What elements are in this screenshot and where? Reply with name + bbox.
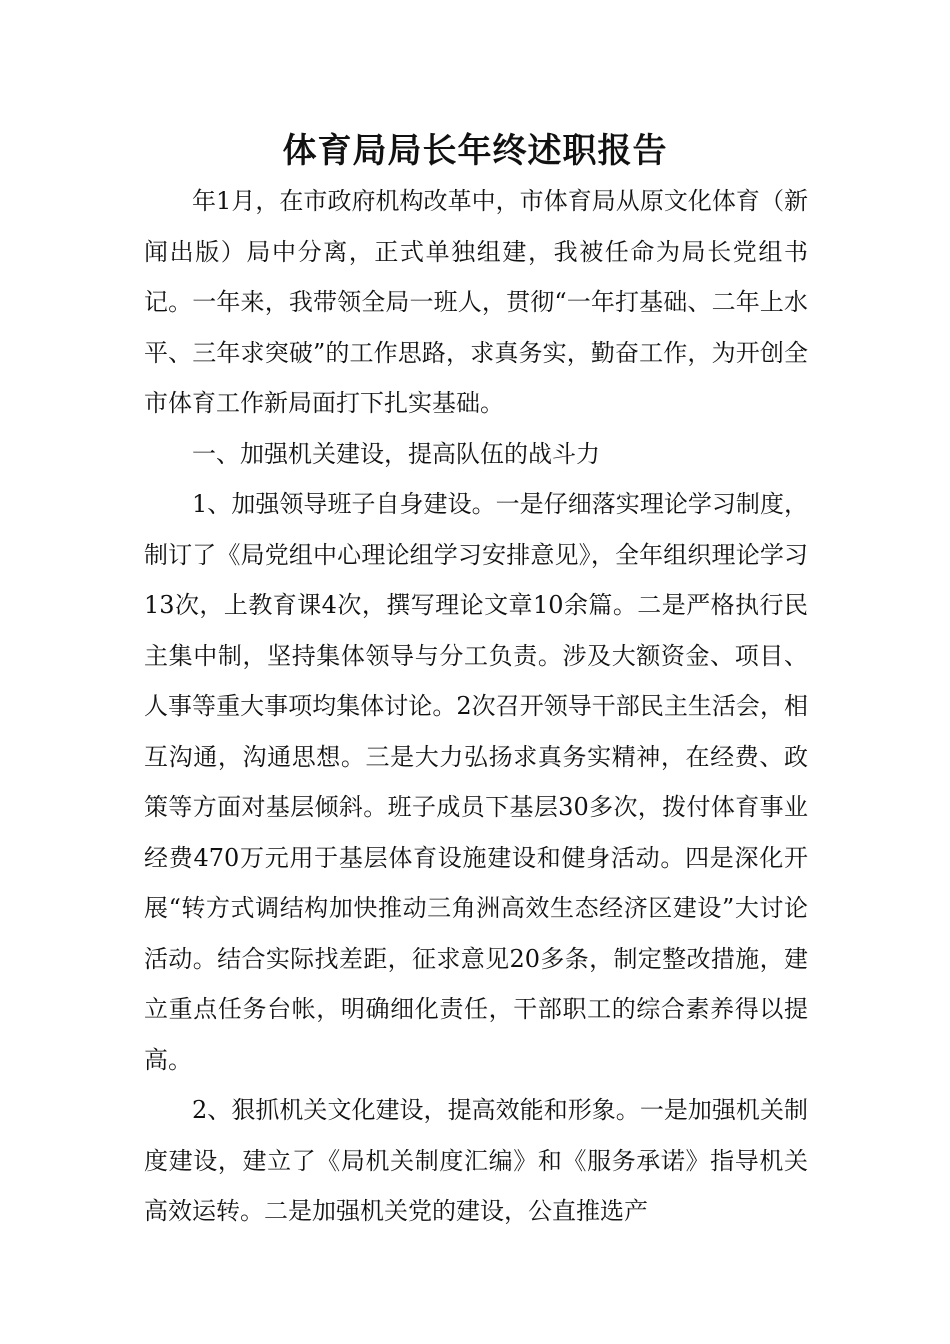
paragraph-culture: 2、狠抓机关文化建设，提高效能和形象。一是加强机关制度建设，建立了《局机关制度汇编》和《服务承诺》指导机关高效运转。二是加强机关党的建设，公直推选产 [144, 1096, 808, 1225]
document-body [144, 176, 808, 1237]
section-heading-1: 一、加强机关建设，提高队伍的战斗力 [192, 439, 600, 468]
paragraph-leadership: 1、加强领导班子自身建设。一是仔细落实理论学习制度，制订了《局党组中心理论组学习安排意见》，全年组织理论学习13次，上教育课4次，撰写理论文章10余篇。二是严格执行民主集中制，坚持集体领导与分工负责。涉及大额资金、项目、人事等重大事项均集体讨论。2次召开领导干部民主生活会，相互沟通，沟通思想。三是大力弘扬求真务实精神，在经费、政策等方面对基层倾斜。班子成员下基层30多次，拨付体育事业经费470万元用于基层体育设施建设和健身活动。四是深化开展“转方式调结构加快推动三角洲高效生态经济区建设”大讨论活动。结合实际找差距，征求意见20多条，制定整改措施，建立重点任务台帐，明确细化责任，干部职工的综合素养得以提高。 [144, 490, 808, 1074]
document-title: 体育局局长年终述职报告 [282, 131, 668, 171]
paragraph-intro: 年1月，在市政府机构改革中，市体育局从原文化体育（新闻出版）局中分离，正式单独组建，我被任命为局长党组书记。一年来，我带领全局一班人，贯彻“一年打基础、二年上水平、三年求突破”的工作思路，求真务实，勤奋工作，为开创全市体育工作新局面打下扎实基础。 [144, 187, 808, 417]
